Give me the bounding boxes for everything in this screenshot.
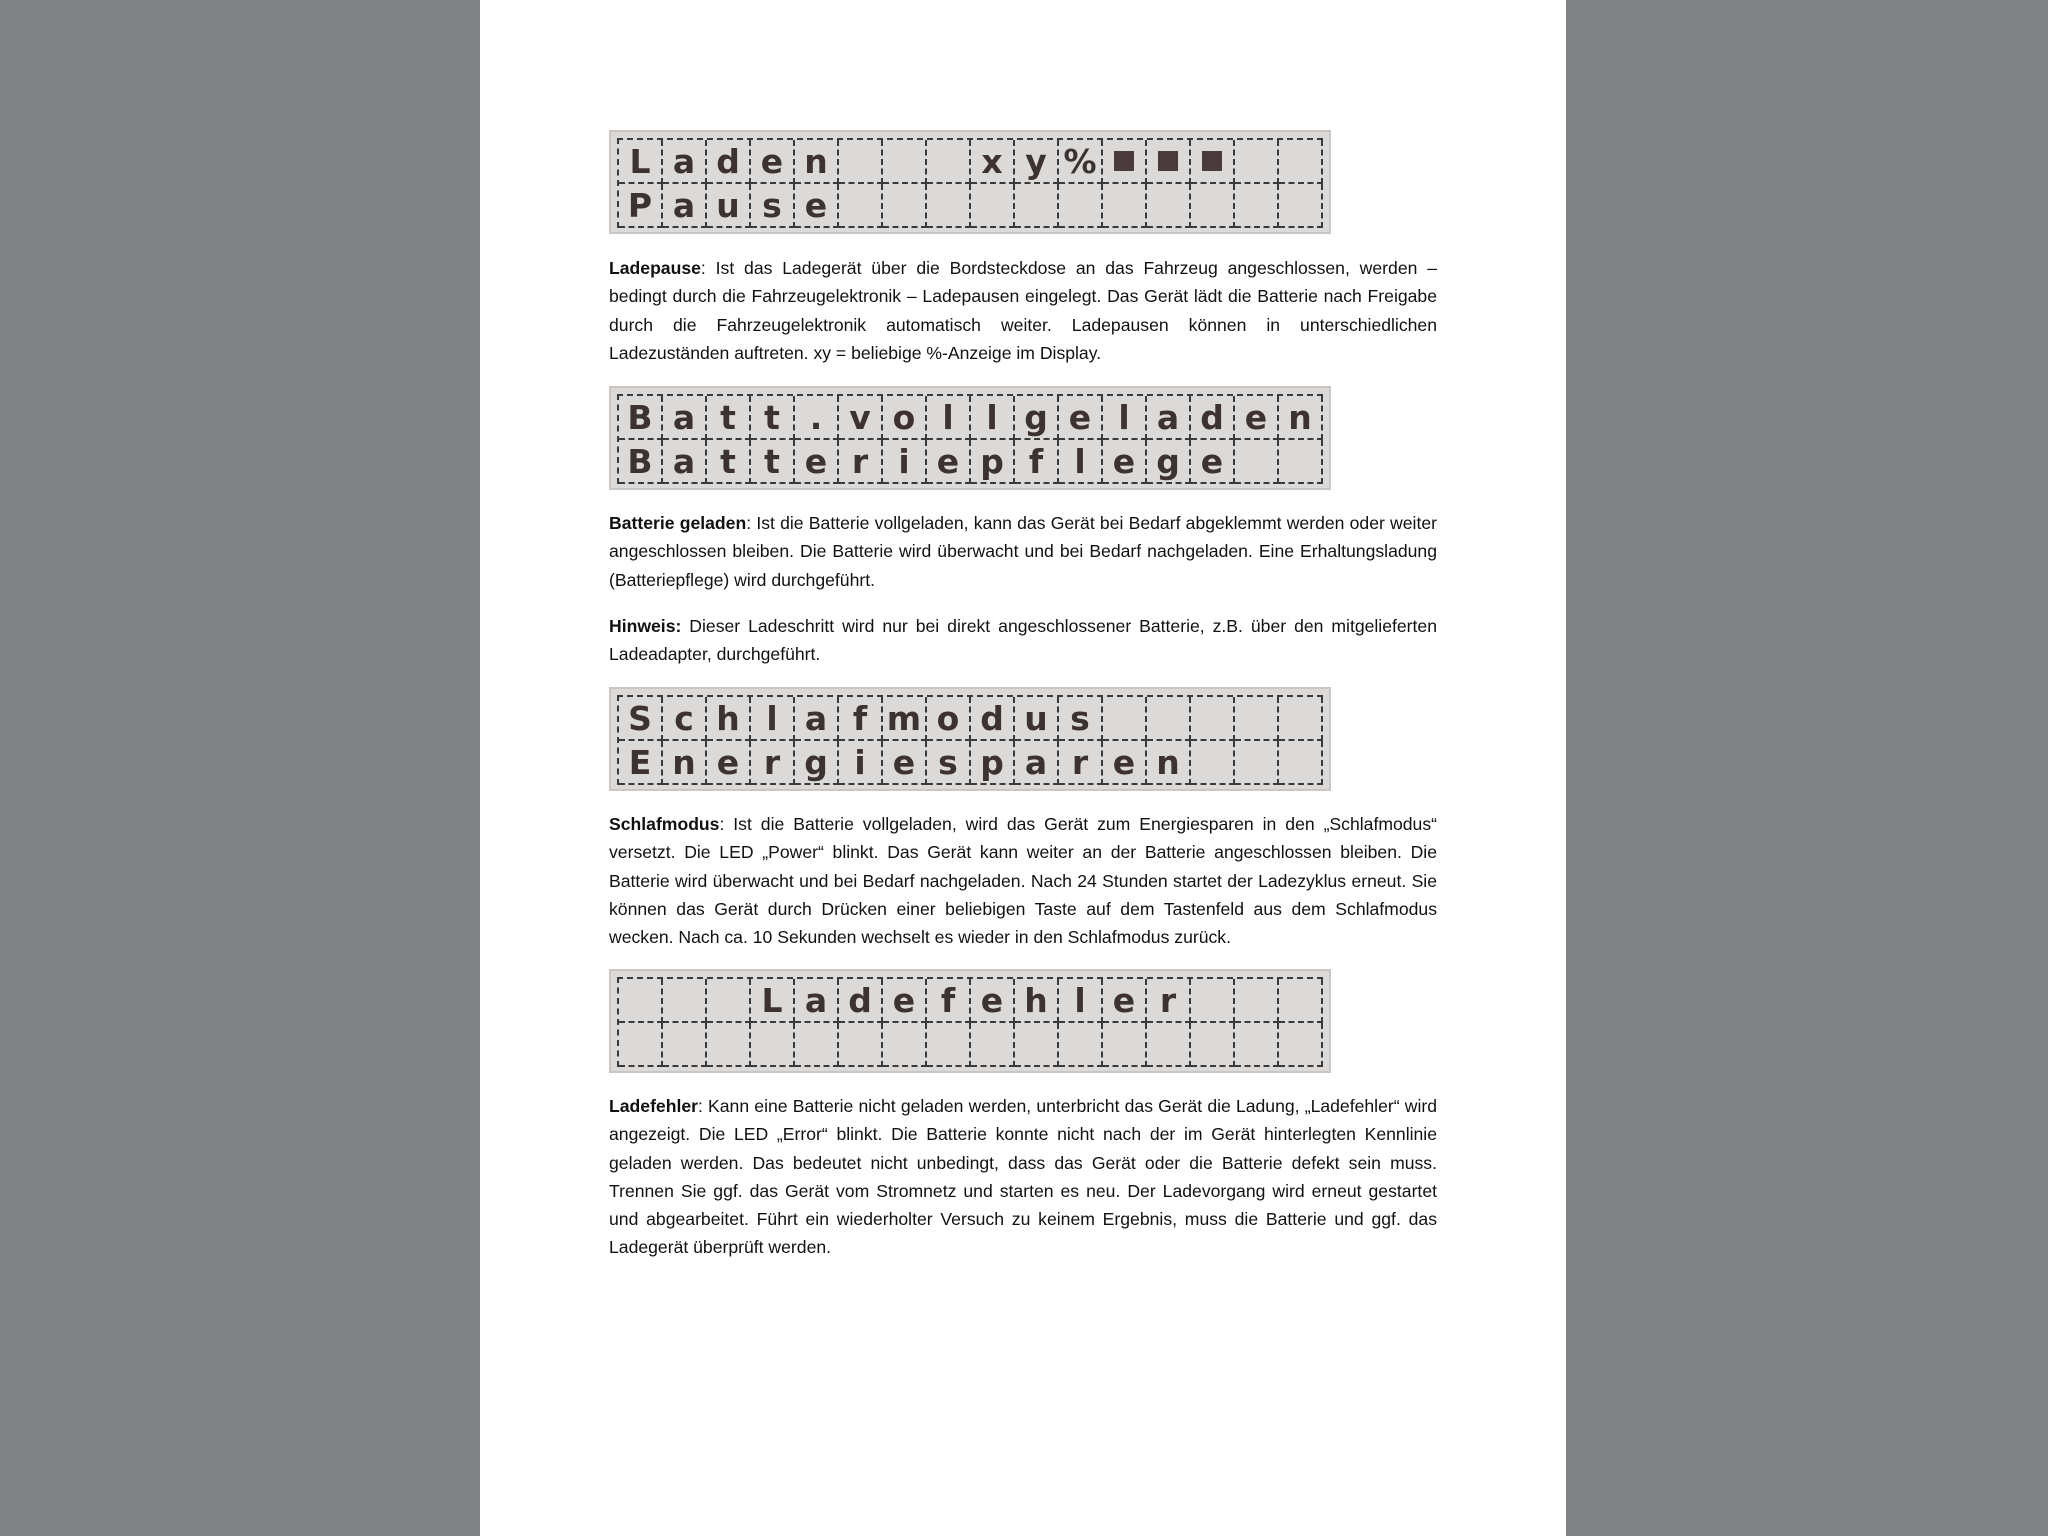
lcd-cell: f xyxy=(839,697,883,741)
lcd-cell xyxy=(619,1023,663,1067)
lcd-cell: c xyxy=(663,697,707,741)
lcd-cell: % xyxy=(1059,140,1103,184)
lcd-cell xyxy=(1279,140,1323,184)
lcd-cell: e xyxy=(883,979,927,1023)
lcd-cell xyxy=(663,1023,707,1067)
lcd-cell: e xyxy=(1235,396,1279,440)
lcd-cell: i xyxy=(883,440,927,484)
lcd-cell: o xyxy=(927,697,971,741)
term-schlafmodus: Schlafmodus xyxy=(609,814,720,834)
lcd-cell: u xyxy=(707,184,751,228)
lcd-cell: e xyxy=(883,741,927,785)
lcd-cell xyxy=(1103,184,1147,228)
lcd-cell: l xyxy=(1103,396,1147,440)
lcd-cell: p xyxy=(971,440,1015,484)
lcd-cell xyxy=(619,979,663,1023)
lcd-cell: u xyxy=(1015,697,1059,741)
lcd-cell: p xyxy=(971,741,1015,785)
lcd-cell: l xyxy=(1059,979,1103,1023)
lcd-cell: e xyxy=(751,140,795,184)
lcd-cell: x xyxy=(971,140,1015,184)
lcd-cell xyxy=(1059,1023,1103,1067)
lcd-cell: r xyxy=(1147,979,1191,1023)
lcd-cell: l xyxy=(751,697,795,741)
lcd-cell: r xyxy=(1059,741,1103,785)
term-ladefehler: Ladefehler xyxy=(609,1096,698,1116)
lcd-cell: a xyxy=(663,440,707,484)
lcd-cell xyxy=(1235,1023,1279,1067)
lcd-cell xyxy=(1235,440,1279,484)
lcd-cell xyxy=(1191,184,1235,228)
lcd-cell: s xyxy=(927,741,971,785)
lcd-cell xyxy=(1279,440,1323,484)
lcd-cell: L xyxy=(619,140,663,184)
lcd-cell xyxy=(1279,741,1323,785)
lcd-cell: e xyxy=(1191,440,1235,484)
text-batterie-geladen: : Ist die Batterie vollgeladen, kann das Gerät bei Bedarf abgeklemmt werden oder weiter angeschlossen bleiben. Die Batterie wird überwacht und bei Bedarf nachgeladen. Eine Erhaltungsladung (Batteriepflege) wird durchgeführt. xyxy=(609,513,1437,590)
lcd-block-icon xyxy=(1191,140,1235,184)
lcd-cell: r xyxy=(839,440,883,484)
lcd-cell xyxy=(839,184,883,228)
lcd-cell: a xyxy=(1015,741,1059,785)
lcd-display-ladefehler xyxy=(609,969,1331,1073)
lcd-display-batterie-geladen xyxy=(609,386,1331,490)
lcd-cell xyxy=(971,1023,1015,1067)
lcd-grid xyxy=(617,977,1323,1067)
lcd-cell: e xyxy=(927,440,971,484)
lcd-cell: a xyxy=(795,697,839,741)
lcd-cell xyxy=(1015,184,1059,228)
lcd-cell xyxy=(751,1023,795,1067)
lcd-cell xyxy=(663,979,707,1023)
lcd-cell xyxy=(883,184,927,228)
lcd-cell: e xyxy=(1103,741,1147,785)
lcd-cell: d xyxy=(707,140,751,184)
lcd-cell: . xyxy=(795,396,839,440)
lcd-cell xyxy=(1191,741,1235,785)
lcd-cell: n xyxy=(1279,396,1323,440)
lcd-cell xyxy=(1191,697,1235,741)
lcd-cell xyxy=(1191,1023,1235,1067)
lcd-cell xyxy=(927,1023,971,1067)
term-hinweis: Hinweis: xyxy=(609,616,682,636)
lcd-cell: e xyxy=(1103,979,1147,1023)
lcd-cell: e xyxy=(971,979,1015,1023)
lcd-cell xyxy=(707,979,751,1023)
lcd-cell: B xyxy=(619,396,663,440)
paragraph-hinweis xyxy=(609,612,1437,669)
lcd-cell xyxy=(1191,979,1235,1023)
lcd-cell: a xyxy=(795,979,839,1023)
lcd-cell xyxy=(1103,697,1147,741)
lcd-cell: a xyxy=(663,396,707,440)
lcd-cell: n xyxy=(1147,741,1191,785)
lcd-cell xyxy=(839,1023,883,1067)
lcd-cell xyxy=(1015,1023,1059,1067)
lcd-cell: s xyxy=(1059,697,1103,741)
paragraph-schlafmodus xyxy=(609,810,1437,951)
lcd-cell: n xyxy=(663,741,707,785)
lcd-cell: d xyxy=(1191,396,1235,440)
lcd-cell xyxy=(1279,697,1323,741)
lcd-cell: t xyxy=(707,440,751,484)
lcd-cell: t xyxy=(707,396,751,440)
lcd-cell: e xyxy=(795,184,839,228)
lcd-cell: B xyxy=(619,440,663,484)
lcd-block-icon xyxy=(1103,140,1147,184)
lcd-cell: l xyxy=(971,396,1015,440)
paragraph-ladefehler xyxy=(609,1092,1437,1262)
lcd-cell: E xyxy=(619,741,663,785)
lcd-cell: d xyxy=(971,697,1015,741)
lcd-cell: h xyxy=(1015,979,1059,1023)
lcd-cell xyxy=(1235,741,1279,785)
lcd-cell: o xyxy=(883,396,927,440)
lcd-cell: P xyxy=(619,184,663,228)
lcd-cell: f xyxy=(1015,440,1059,484)
lcd-cell xyxy=(1059,184,1103,228)
lcd-cell: g xyxy=(1015,396,1059,440)
lcd-cell xyxy=(1279,1023,1323,1067)
document-page xyxy=(480,0,1566,1536)
lcd-cell: S xyxy=(619,697,663,741)
term-batterie-geladen: Batterie geladen xyxy=(609,513,747,533)
lcd-cell xyxy=(883,1023,927,1067)
term-ladepause: Ladepause xyxy=(609,258,701,278)
lcd-cell xyxy=(927,140,971,184)
lcd-grid xyxy=(617,394,1323,484)
charge-block-icon xyxy=(1114,151,1134,171)
lcd-cell: v xyxy=(839,396,883,440)
lcd-cell: s xyxy=(751,184,795,228)
lcd-cell xyxy=(795,1023,839,1067)
lcd-cell: a xyxy=(663,140,707,184)
lcd-cell xyxy=(707,1023,751,1067)
lcd-cell xyxy=(927,184,971,228)
lcd-cell: a xyxy=(663,184,707,228)
lcd-cell: e xyxy=(707,741,751,785)
lcd-cell: h xyxy=(707,697,751,741)
lcd-cell: m xyxy=(883,697,927,741)
lcd-cell xyxy=(883,140,927,184)
lcd-cell: g xyxy=(1147,440,1191,484)
lcd-cell: l xyxy=(1059,440,1103,484)
lcd-cell xyxy=(1147,184,1191,228)
lcd-cell: e xyxy=(1059,396,1103,440)
text-ladepause: : Ist das Ladegerät über die Bordsteckdose an das Fahrzeug angeschlossen, werden – bedingt durch die Fahrzeugelektronik – Ladepausen eingelegt. Das Gerät lädt die Batterie nach Freigabe durch die Fahrzeugelektronik automatisch weiter. Ladepausen können in unterschiedlichen Ladezuständen auftreten. xy = beliebige %-Anzeige im Display. xyxy=(609,258,1437,363)
lcd-display-ladepause xyxy=(609,130,1331,234)
lcd-cell: L xyxy=(751,979,795,1023)
lcd-cell xyxy=(971,184,1015,228)
text-hinweis: Dieser Ladeschritt wird nur bei direkt angeschlossener Batterie, z.B. über den mitgelieferten Ladeadapter, durchgeführt. xyxy=(609,616,1437,665)
lcd-cell: n xyxy=(795,140,839,184)
lcd-display-schlafmodus xyxy=(609,687,1331,791)
lcd-cell xyxy=(1103,1023,1147,1067)
lcd-cell: e xyxy=(1103,440,1147,484)
lcd-cell: f xyxy=(927,979,971,1023)
text-ladefehler: : Kann eine Batterie nicht geladen werden, unterbricht das Gerät die Ladung, „Ladefehler“ wird angezeigt. Die LED „Error“ blinkt. Die Batterie konnte nicht nach der im Gerät hinterlegten Kennlinie geladen werden. Das bedeutet nicht unbedingt, dass das Gerät oder die Batterie defekt sein muss. Trennen Sie ggf. das Gerät vom Stromnetz und starten es neu. Der Ladevorgang wird erneut gestartet und abgearbeitet. Führt ein wiederholter Versuch zu keinem Ergebnis, muss die Batterie und ggf. das Ladegerät überprüft werden. xyxy=(609,1096,1437,1258)
lcd-cell: d xyxy=(839,979,883,1023)
lcd-cell: r xyxy=(751,741,795,785)
lcd-grid xyxy=(617,695,1323,785)
lcd-cell xyxy=(1279,979,1323,1023)
lcd-cell xyxy=(839,140,883,184)
charge-block-icon xyxy=(1158,151,1178,171)
paragraph-ladepause xyxy=(609,254,1437,367)
lcd-grid xyxy=(617,138,1323,228)
lcd-cell xyxy=(1235,184,1279,228)
text-schlafmodus: : Ist die Batterie vollgeladen, wird das Gerät zum Energiesparen in den „Schlafmodus“ versetzt. Die LED „Power“ blinkt. Das Gerät kann weiter an der Batterie angeschlossen bleiben. Die Batterie wird überwacht und bei Bedarf nachgeladen. Nach 24 Stunden startet der Ladezyklus erneut. Sie können das Gerät durch Drücken einer beliebigen Taste auf dem Tastenfeld aus dem Schlafmodus wecken. Nach ca. 10 Sekunden wechselt es wieder in den Schlafmodus zurück. xyxy=(609,814,1437,948)
lcd-cell: y xyxy=(1015,140,1059,184)
lcd-cell: i xyxy=(839,741,883,785)
lcd-cell: t xyxy=(751,440,795,484)
lcd-cell: e xyxy=(795,440,839,484)
lcd-cell xyxy=(1147,697,1191,741)
lcd-block-icon xyxy=(1147,140,1191,184)
lcd-cell xyxy=(1279,184,1323,228)
lcd-cell xyxy=(1235,140,1279,184)
lcd-cell: l xyxy=(927,396,971,440)
paragraph-batterie-geladen xyxy=(609,509,1437,594)
lcd-cell xyxy=(1147,1023,1191,1067)
lcd-cell: g xyxy=(795,741,839,785)
lcd-cell xyxy=(1235,697,1279,741)
charge-block-icon xyxy=(1202,151,1222,171)
lcd-cell xyxy=(1235,979,1279,1023)
lcd-cell: t xyxy=(751,396,795,440)
lcd-cell: a xyxy=(1147,396,1191,440)
